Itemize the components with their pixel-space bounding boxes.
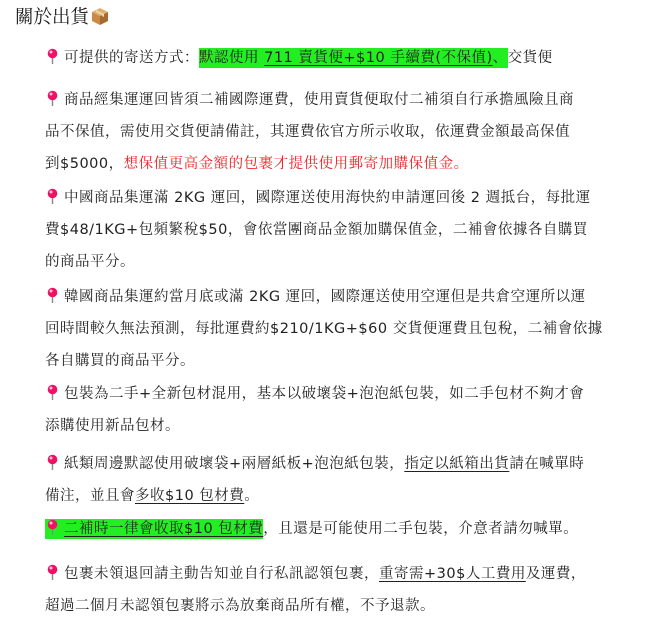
item-text: 請在喊單時 — [509, 456, 585, 472]
pin-icon — [47, 454, 58, 470]
item-line: 的商品平分。 — [45, 254, 135, 270]
page-title-text: 關於出貨 — [15, 7, 90, 28]
china-shipping-item — [45, 182, 645, 278]
highlight-part: 、 — [492, 50, 508, 66]
korea-shipping-item — [45, 281, 645, 377]
paper-goods-item — [45, 448, 645, 512]
item-line: 包裝為二手+全新包材混用，基本以破壞袋+泡泡紙包裝，如二手包材不夠才會 — [64, 386, 585, 402]
item-text: 交貨便 — [507, 50, 553, 66]
item-line: 各自購買的商品平分。 — [45, 353, 195, 369]
item-text: 及運費， — [525, 566, 586, 582]
item-text: 。 — [244, 488, 260, 504]
pin-icon — [47, 90, 58, 106]
highlight-part: 默認使用 — [199, 50, 265, 66]
underlined-text: 指定以紙箱出貨 — [404, 456, 510, 472]
shipping-methods-item — [45, 42, 645, 74]
pin-icon — [47, 384, 58, 400]
highlight-text — [45, 519, 263, 539]
underlined-text: 多收$10 包材費 — [135, 488, 245, 504]
item-text: ，且還是可能使用二手包裝，介意者請勿喊單。 — [263, 521, 579, 537]
highlight-underlined-part: 二補時一律會收取$10 包材費 — [64, 521, 264, 537]
highlight-underlined-part: 711 賣貨便+$10 手續費(不保值) — [264, 50, 493, 66]
highlight-text — [199, 48, 508, 68]
item-text: 備注，並且會 — [45, 488, 135, 504]
item-line: 中國商品集運滿 2KG 運回，國際運送使用海快約申請運回後 2 週抵台，每批運 — [64, 190, 591, 206]
pin-icon — [47, 564, 58, 580]
item-text: 可提供的寄送方式： — [64, 50, 199, 66]
item-line: 費$48/1KG+包頻繁稅$50，會依當團商品金額加購保值金，二補會依據各自購買 — [45, 222, 588, 238]
item-line: 到$5000， — [45, 156, 124, 172]
pin-icon — [47, 48, 58, 64]
package-icon — [90, 6, 110, 26]
warning-text: 想保值更高金額的包裹才提供使用郵寄加購保值金。 — [123, 156, 469, 172]
item-line: 韓國商品集運約當月底或滿 2KG 運回，國際運送使用空運但是共倉空運所以運 — [64, 289, 586, 305]
packaging-item — [45, 378, 645, 442]
item-text: 紙類周邊默認使用破壞袋+兩層紙板+泡泡紙包裝， — [64, 456, 405, 472]
item-line: 超過二個月未認領包裹將示為放棄商品所有權，不予退款。 — [45, 598, 435, 614]
item-line: 添購使用新品包材。 — [45, 418, 180, 434]
pin-icon — [47, 287, 58, 303]
item-text: 包裹未領退回請主動告知並自行私訊認領包裹， — [64, 566, 379, 582]
item-line: 商品經集運運回皆須二補國際運費，使用賣貨便取付二補須自行承擔風險且商 — [64, 92, 574, 108]
packaging-fee-item — [45, 513, 645, 545]
unclaimed-package-item — [45, 558, 645, 622]
pin-icon — [47, 188, 58, 204]
item-line: 品不保值，需使用交貨便請備註，其運費依官方所示收取，依運費金額最高保值 — [45, 124, 570, 140]
pin-icon — [47, 519, 58, 535]
item-line: 回時間較久無法預測，每批運費約$210/1KG+$60 交貨便運費且包稅，二補會依據 — [45, 321, 603, 337]
underlined-text: 重寄需+30$人工費用 — [379, 566, 526, 582]
page-title — [15, 6, 110, 30]
insurance-item — [45, 84, 645, 180]
